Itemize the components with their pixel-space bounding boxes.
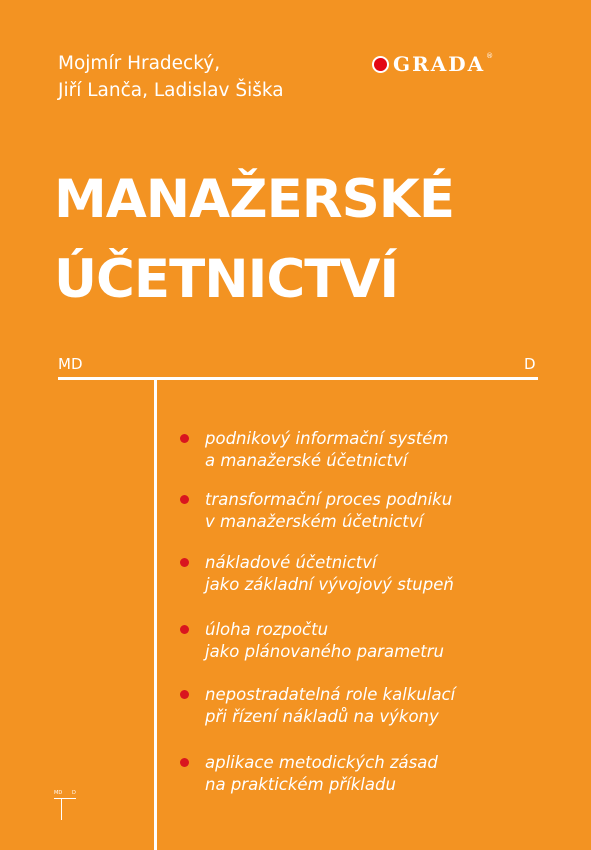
list-item-line-2: jako plánovaného parametru [205, 642, 445, 661]
mini-credit-label: D [72, 790, 76, 796]
list-item-line-2: na praktickém příkladu [205, 775, 396, 794]
t-account-vertical-line [154, 377, 157, 850]
bullet-dot-icon [180, 758, 189, 767]
bullet-dot-icon [180, 495, 189, 504]
list-item-line-1: nepostradatelná role kalkulací [205, 685, 456, 704]
list-item-line-2: jako základní vývojový stupeň [205, 575, 454, 594]
list-item-line-2: v manažerském účetnictví [205, 512, 424, 531]
bullet-dot-icon [180, 625, 189, 634]
list-item-line-1: nákladové účetnictví [205, 553, 377, 572]
publisher-logo [372, 52, 493, 76]
author-line-1: Mojmír Hradecký, [58, 53, 221, 74]
list-item-line-1: transformační proces podniku [205, 490, 453, 509]
debit-label: MD [58, 355, 83, 373]
credit-label: D [524, 355, 536, 373]
author-line-2: Jiří Lanča, Ladislav Šiška [58, 80, 284, 101]
mini-t-horizontal-line [54, 798, 76, 799]
mini-t-vertical-line [61, 798, 62, 820]
bullet-dot-icon [180, 558, 189, 567]
list-item-line-1: podnikový informační systém [205, 429, 449, 448]
list-item-line-1: aplikace metodických zásad [205, 753, 438, 772]
title-line-2: ÚČETNICTVÍ [54, 249, 399, 310]
t-account-horizontal-line [58, 377, 538, 380]
publisher-name: GRADA [393, 52, 486, 76]
registered-mark: ® [486, 52, 494, 60]
book-title [54, 160, 454, 320]
list-item-line-2: a manažerské účetnictví [205, 451, 408, 470]
authors [58, 50, 284, 104]
mini-t-account-icon [54, 790, 78, 820]
grada-logo-icon [372, 56, 389, 73]
bullet-dot-icon [180, 690, 189, 699]
bullet-dot-icon [180, 434, 189, 443]
list-item-line-1: úloha rozpočtu [205, 620, 329, 639]
title-line-1: MANAŽERSKÉ [54, 169, 455, 230]
mini-debit-label: MD [54, 790, 63, 796]
list-item-line-2: při řízení nákladů na výkony [205, 707, 439, 726]
